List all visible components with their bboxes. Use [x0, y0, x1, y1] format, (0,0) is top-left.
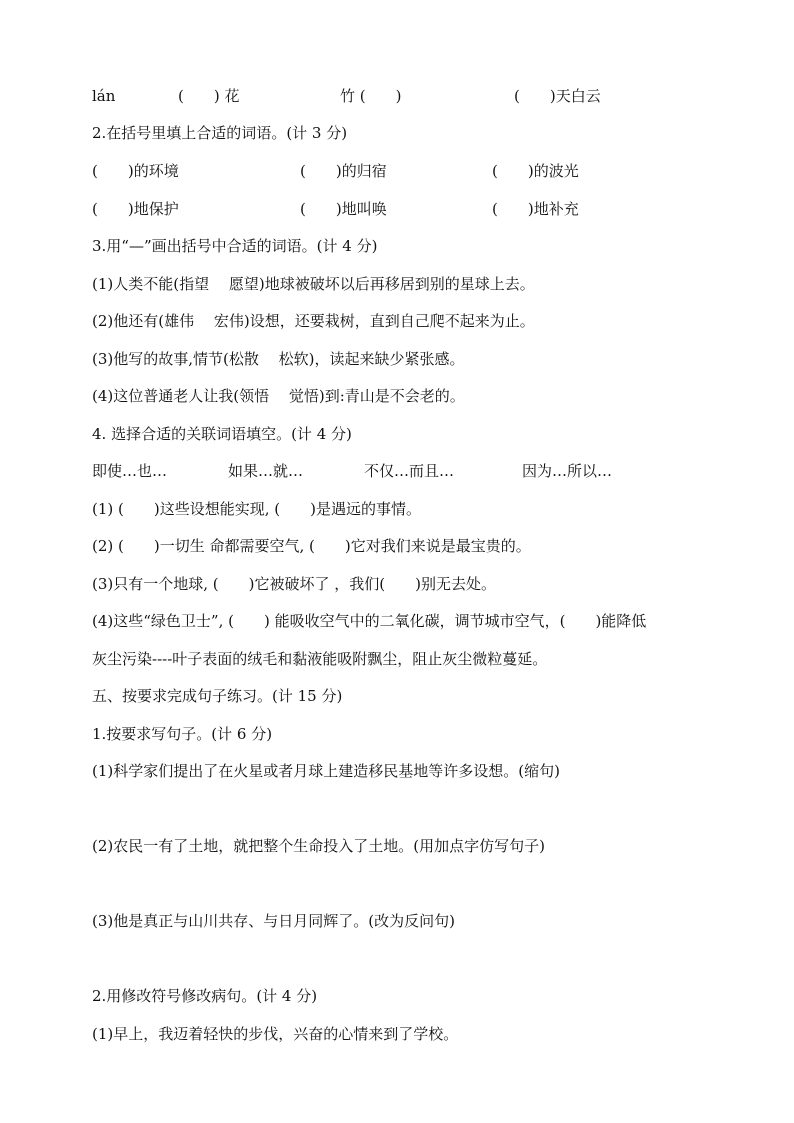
q4-option-3: 不仅…而且… — [364, 462, 455, 480]
q3-item-4[interactable]: (4)这位普通老人让我(领悟 觉悟)到:青山是不会老的。 — [92, 387, 465, 405]
s5-q1-title: 1.按要求写句子。(计 6 分) — [92, 725, 273, 743]
s5-q1-item-3[interactable]: (3)他是真正与山川共存、与日月同辉了。(改为反问句) — [92, 912, 455, 930]
q2-blank-2[interactable]: ( )的归宿 — [300, 162, 387, 180]
s5-q1-item-1[interactable]: (1)科学家们提出了在火星或者月球上建造移民基地等许多设想。(缩句) — [92, 762, 560, 780]
section5-title: 五、按要求完成句子练习。(计 15 分) — [92, 687, 343, 705]
q2-blank-4[interactable]: ( )地保护 — [92, 200, 179, 218]
q4-item-2[interactable]: (2) ( )一切生 命都需要空气, ( )它对我们来说是最宝贵的。 — [92, 537, 531, 555]
q4-option-4: 因为…所以… — [522, 462, 613, 480]
q4-item-4-continued: 灰尘污染----叶子表面的绒毛和黏液能吸附飘尘，阻止灰尘微粒蔓延。 — [92, 650, 548, 668]
q4-item-4[interactable]: (4)这些“绿色卫士”, ( ) 能吸收空气中的二氧化碳，调节城市空气，( )能降低 — [92, 612, 647, 630]
q2-blank-5[interactable]: ( )地叫唤 — [300, 200, 387, 218]
s5-q1-item-2[interactable]: (2)农民一有了土地，就把整个生命投入了土地。(用加点字仿写句子) — [92, 837, 545, 855]
fill-yun[interactable]: ( )天白云 — [514, 87, 601, 105]
q2-blank-6[interactable]: ( )地补充 — [492, 200, 579, 218]
q3-item-2[interactable]: (2)他还有(雄伟 宏伟)设想，还要栽树，直到自己爬不起来为止。 — [92, 312, 535, 330]
q3-item-1[interactable]: (1)人类不能(指望 愿望)地球被破坏以后再移居到别的星球上去。 — [92, 275, 535, 293]
pinyin-lan: lán — [92, 87, 116, 105]
s5-q2-title: 2.用修改符号修改病句。(计 4 分) — [92, 987, 318, 1005]
q2-title: 2.在括号里填上合适的词语。(计 3 分) — [92, 124, 348, 142]
q2-blank-3[interactable]: ( )的波光 — [492, 162, 579, 180]
q4-option-1: 即使…也… — [92, 462, 168, 480]
s5-q2-item-1[interactable]: (1)早上，我迈着轻快的步伐，兴奋的心情来到了学校。 — [92, 1025, 459, 1043]
q2-blank-1[interactable]: ( )的环境 — [92, 162, 179, 180]
q3-item-3[interactable]: (3)他写的故事,情节(松散 松软)，读起来缺少紧张感。 — [92, 350, 465, 368]
q4-item-3[interactable]: (3)只有一个地球, ( )它被破坏了 ，我们( )别无去处。 — [92, 575, 496, 593]
q4-title: 4. 选择合适的关联词语填空。(计 4 分) — [92, 425, 352, 443]
fill-zhu[interactable]: 竹 ( ) — [340, 87, 402, 105]
q4-option-2: 如果…就… — [228, 462, 304, 480]
fill-hua[interactable]: ( ) 花 — [178, 87, 240, 105]
q3-title: 3.用“—”画出括号中合适的词语。(计 4 分) — [92, 237, 378, 255]
q4-item-1[interactable]: (1) ( )这些设想能实现, ( )是遇远的事情。 — [92, 500, 421, 518]
